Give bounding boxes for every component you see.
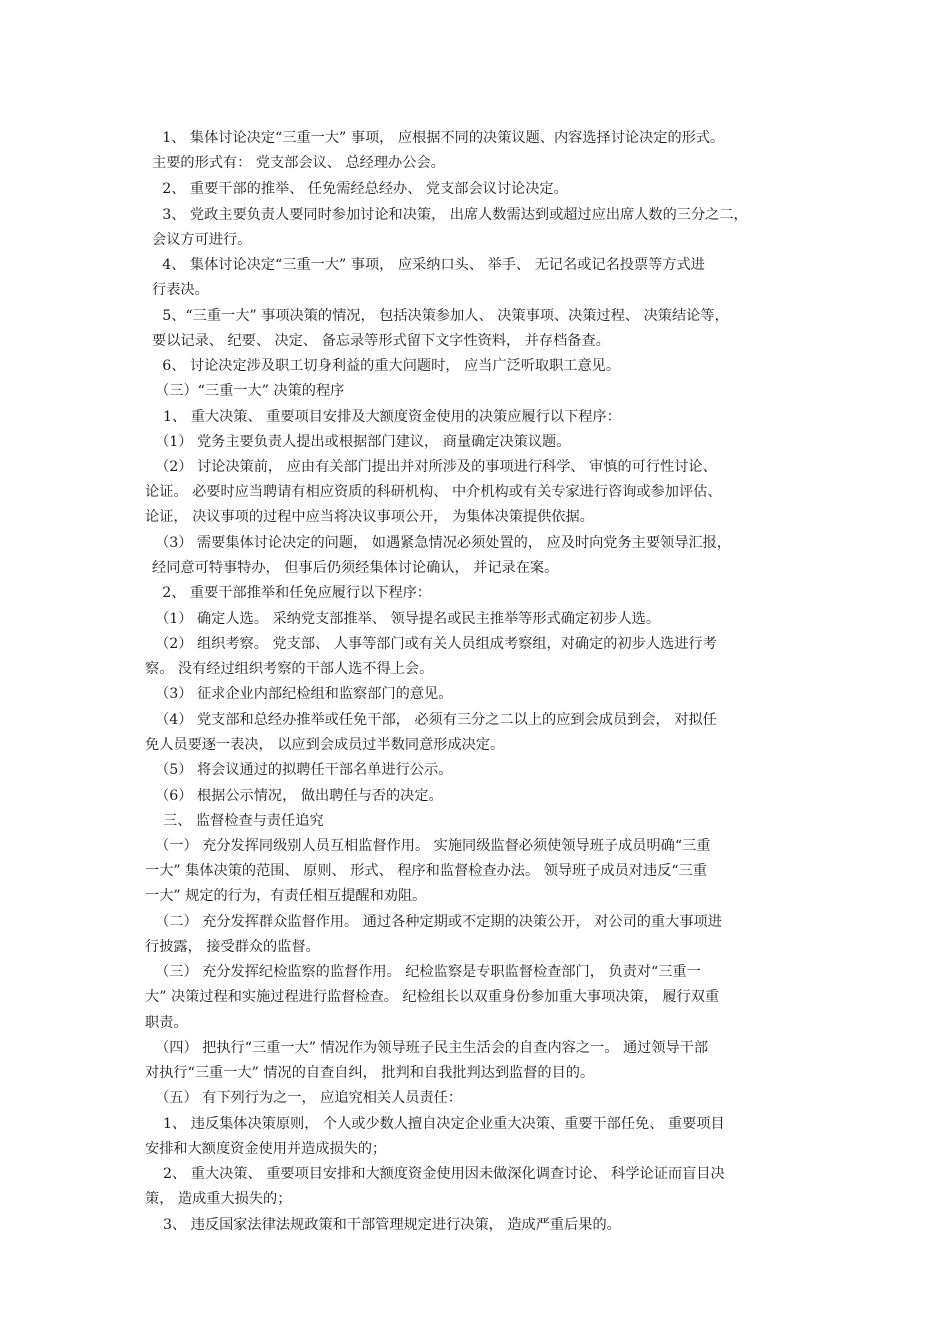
text-line: 1、 重大决策、 重要项目安排及大额度资金使用的决策应履行以下程序： [163, 409, 621, 425]
text-line: 论证， 决议事项的过程中应当将决议事项公开， 为集体决策提供依据。 [145, 509, 594, 525]
text-line: （5） 将会议通过的拟聘任干部名单进行公示。 [148, 762, 453, 778]
text-line: （1） 确定人选。 采纳党支部推举、 领导提名或民主推举等形式确定初步人选。 [148, 611, 661, 627]
text-line: 2、 重要干部推举和任免应履行以下程序： [148, 585, 432, 601]
text-line: （三） 充分发挥纪检监察的监督作用。 纪检监察是专职监督检查部门， 负责对“三重一 [148, 964, 701, 980]
text-line: （1） 党务主要负责人提出或根据部门建议， 商量确定决策议题。 [148, 434, 571, 450]
text-line: 察。 没有经过组织考察的干部人选不得上会。 [145, 661, 434, 677]
text-line: （五） 有下列行为之一， 应追究相关人员责任： [148, 1090, 463, 1106]
text-line: 2、 重大决策、 重要项目安排和大额度资金使用因未做深化调查讨论、 科学论证而盲目决 [163, 1166, 725, 1182]
text-line: （二） 充分发挥群众监督作用。 通过各种定期或不定期的决策公开， 对公司的重大事项进 [148, 914, 722, 930]
text-line: 免人员要逐一表决， 以应到会成员过半数同意形成决定。 [145, 737, 505, 753]
text-line: 主要的形式有： 党支部会议、 总经理办公会。 [152, 155, 445, 171]
text-line: （一） 充分发挥同级别人员互相监督作用。 实施同级监督必须使领导班子成员明确“三重 [148, 838, 711, 854]
text-line: 4、 集体讨论决定“三重一大” 事项， 应采纳口头、 举手、 无记名或记名投票等方式进 [148, 257, 705, 273]
text-line: 一大” 集体决策的范围、 原则、 形式、 程序和监督检查办法。 领导班子成员对违反“三重 [145, 863, 707, 879]
text-line: （四） 把执行“三重一大” 情况作为领导班子民主生活会的自查内容之一。 通过领导干部 [148, 1040, 709, 1056]
text-line: （2） 组织考察。 党支部、 人事等部门或有关人员组成考察组，对确定的初步人选进行考 [148, 636, 717, 652]
text-line: 论证。 必要时应当聘请有相应资质的科研机构、 中介机构或有关专家进行咨询或参加评估、 [145, 484, 722, 500]
text-line: 5、“三重一大” 事项决策的情况， 包括决策参加人、 决策事项、决策过程、 决策结论等， [148, 308, 729, 324]
text-line: （2） 讨论决策前， 应由有关部门提出并对所涉及的事项进行科学、 审慎的可行性讨论、 [148, 459, 717, 475]
text-line: 职责。 [145, 1015, 188, 1031]
text-line: 策， 造成重大损失的； [145, 1191, 292, 1207]
text-line: 会议方可进行。 [152, 232, 252, 248]
section-heading: （三）“三重一大” 决策的程序 [148, 383, 345, 399]
text-line: 行表决。 [152, 282, 209, 298]
text-line: （3） 需要集体讨论决定的问题， 如遇紧急情况必须处置的， 应及时向党务主要领导汇报， [148, 535, 731, 551]
text-line: 3、 党政主要负责人要同时参加讨论和决策， 出席人数需达到或超过应出席人数的三分之二， [148, 207, 748, 223]
text-line: 1、 集体讨论决定“三重一大” 事项， 应根据不同的决策议题、内容选择讨论决定的形式。 [148, 130, 725, 146]
text-line: 1、 违反集体决策原则， 个人或少数人擅自决定企业重大决策、重要干部任免、 重要项目 [163, 1116, 725, 1132]
text-line: 大” 决策过程和实施过程进行监督检查。 纪检组长以双重身份参加重大事项决策， 履行双重 [145, 989, 720, 1005]
text-line: 对执行“三重一大” 情况的自查自纠， 批判和自我批判达到监督的目的。 [145, 1065, 595, 1081]
text-line: 经同意可特事特办， 但事后仍须经集体讨论确认， 并记录在案。 [152, 560, 559, 576]
text-line: （6） 根据公示情况， 做出聘任与否的决定。 [148, 788, 443, 804]
section-heading: 三、 监督检查与责任追究 [163, 813, 324, 829]
text-line: 2、 重要干部的推举、 任免需经总经办、 党支部会议讨论决定。 [148, 181, 568, 197]
text-line: 6、 讨论决定涉及职工切身利益的重大问题时， 应当广泛听取职工意见。 [148, 358, 621, 374]
text-line: 安排和大额度资金使用并造成损失的； [145, 1141, 387, 1157]
text-line: 一大” 规定的行为，有责任相互提醒和劝阻。 [145, 888, 427, 904]
text-line: 3、 违反国家法律法规政策和干部管理规定进行决策， 造成严重后果的。 [163, 1217, 621, 1233]
text-line: （3） 征求企业内部纪检组和监察部门的意见。 [148, 686, 453, 702]
text-line: 行披露， 接受群众的监督。 [145, 939, 320, 955]
text-line: （4） 党支部和总经办推举或任免干部， 必须有三分之二以上的应到会成员到会， 对拟任 [148, 712, 717, 728]
text-line: 要以记录、 纪要、 决定、 备忘录等形式留下文字性资料， 并存档备查。 [152, 333, 610, 349]
